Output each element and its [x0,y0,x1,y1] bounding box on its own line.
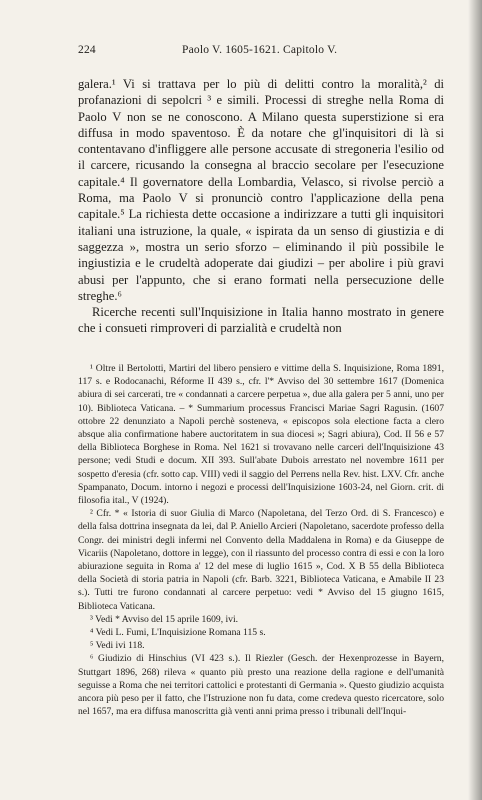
footnote-2: ² Cfr. * « Istoria di suor Giulia di Marco (Napoletana, del Terzo Ord. di S. Francesco) e della falsa dottrina insegnata da lei, dal P. Aniello Arcieri (Napoletano, sacerdote professo della Congr. dei ministri degli infermi nel Convento della Maddalena in Roma) e da Giuseppe de Vicariis (Napoletano, dottore in legge), con il riassunto del processo contra di essi e con la loro abiurazione seguita in Roma a' 12 del mese di luglio 1615 », Cod. X B 55 della Biblioteca della Società di storia patria in Napoli (cfr. Barb. 3221, Biblioteca Vaticana, e Amabile II 23 s.). Tutti tre furono condannati al carcere perpetuo: vedi * Avviso del 15 giugno 1615, Biblioteca Vaticana. [78,508,444,612]
running-title: Paolo V. 1605-1621. Capitolo V. [182,44,338,56]
body-paragraph-2: Ricerche recenti sull'Inquisizione in Italia hanno mostrato in genere che i consueti rimproveri di parzialità e crudeltà non [78,305,444,336]
body-paragraph-1: galera.¹ Vi si trattava per lo più di delitti contro la moralità,² di profanazioni di sepolcri ³ e simili. Processi di streghe nella Roma di Paolo V non se ne conoscono. A Milano questa superstizione si era diffusa in modo spaventoso. È da notare che gl'inquisitori di là si contentavano d'infliggere alle persone accusate di stregoneria l'esilio od il carcere, ricusando la consegna al braccio secolare per l'esecuzione capitale.⁴ Il governatore della Lombardia, Velasco, si rivolse perciò a Roma, ma Paolo V si pronunciò contro l'applicazione della pena capitale.⁵ La richiesta dette occasione a indirizzare a tutti gli inquisitori italiani una istruzione, la quale, « ispirata da un senso di giustizia e di saggezza », mostra un serio sforzo – eliminando il più possibile le ingiustizia e le crudeltà adoperate dai giudizi – per abolire i più gravi abusi per l'appunto, che si erano formati nella persecuzione delle streghe.⁶ [78,77,444,303]
footnote-3: ³ Vedi * Avviso del 15 aprile 1609, ivi. [90,613,239,625]
page-edge-shadow [468,0,482,800]
page-number: 224 [78,44,96,56]
footnotes [78,362,444,718]
footnote-1: ¹ Oltre il Bertolotti, Martiri del libero pensiero e vittime della S. Inquisizione, Roma 1891, 117 s. e Rodocanachi, Réforme II 439 s., cfr. l'* Avviso del 30 settembre 1617 (Domenica abiura di sei carcerati, tre « condannati a carcere perpetua », due alla galera per 5 anni, uno per 10). Biblioteca Vaticana. – * Summarium processus Francisci Mariae Sagri Ragusin. (1607 ottobre 22 denunziato a Napoli perchè sosteneva, « episcopos sola electione facta a clero absque alia confirmatione habere auctoritatem in sua diocesi »; Sagri abiura), Cod. II 56 e 57 della Biblioteca Borghese in Roma. Nel 1621 si trovavano nelle carceri dell'Inquisizione 43 persone; vedi Studi e docum. XII 393. Sull'abate Dubois arrestato nel novembre 1611 per sospetto d'eresia (cfr. sotto cap. VIII) vedi il saggio del Perrens nella Rev. hist. LXV. Cfr. anche Spampanato, Docum. intorno i negozi e processi dell'Inquisizione 1603-24, nel Giorn. crit. di filosofia ital., V (1924). [78,363,444,507]
footnote-5: ⁵ Vedi ivi 118. [90,640,145,652]
main-text [78,76,444,337]
footnote-6: ⁶ Giudizio di Hinschius (VI 423 s.). Il Riezler (Gesch. der Hexenprozesse in Bayern, Stuttgart 1896, 268) rileva « quanto più presto una reazione della ragione e dell'umanità seguisse a Roma che nei territori cattolici e protestanti di Germania ». Questo giudizio acquista ancora più peso per il fatto, che l'Istruzione non fu data, come credeva questo ricercatore, solo nel 1657, ma era diffusa manoscritta già venti anni prima presso i tribunali dell'Inqui- [78,653,444,718]
running-header [78,44,438,60]
footnote-4: ⁴ Vedi L. Fumi, L'Inquisizione Romana 115 s. [90,627,266,639]
